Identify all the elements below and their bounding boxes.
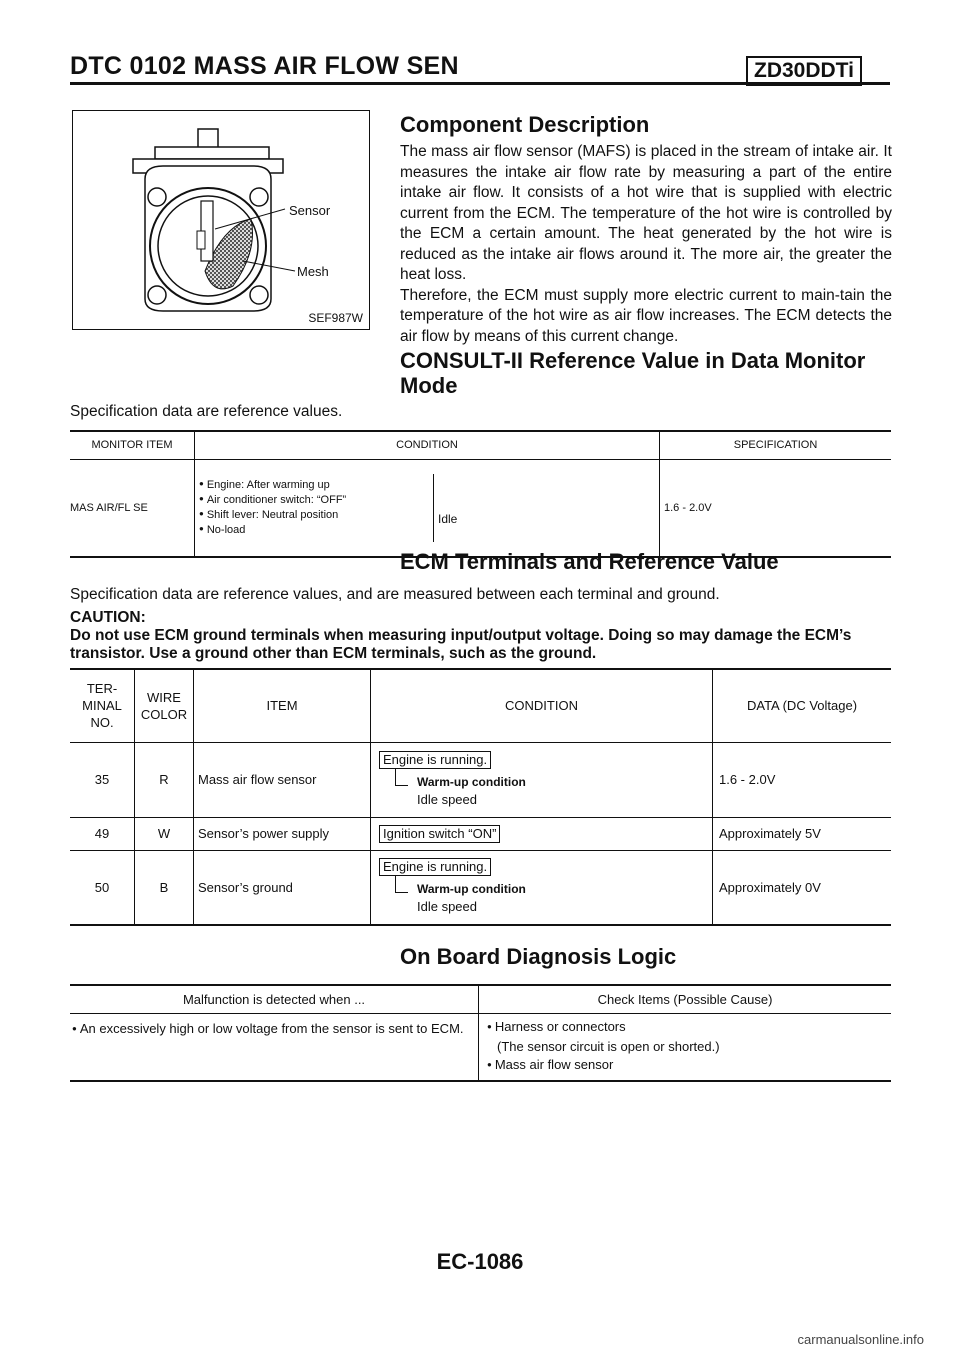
col-wire-color: WIRE COLOR	[135, 669, 194, 742]
table-row	[70, 850, 891, 925]
condition-bold: Warm-up condition	[417, 882, 526, 897]
condition-state: Idle	[438, 511, 458, 526]
consult-heading: CONSULT-II Reference Value in Data Monitor Mode	[400, 348, 866, 398]
obd-logic-heading: On Board Diagnosis Logic	[400, 944, 677, 969]
terminal-cell: 50	[94, 879, 110, 895]
col-item: ITEM	[194, 669, 371, 742]
terminal-cell: 35	[94, 772, 110, 787]
engine-code-badge: ZD30DDTi	[746, 56, 862, 86]
item-cell: Mass air flow sensor	[194, 742, 371, 817]
condition-item: ● Shift lever: Neutral position	[199, 508, 429, 523]
monitor-item-cell: MAS AIR/FL SE	[70, 501, 148, 514]
col-data: DATA (DC Voltage)	[713, 669, 892, 742]
col-specification: SPECIFICATION	[660, 431, 892, 459]
malfunction-item: ● An excessively high or low voltage from the sensor is sent to ECM.	[72, 1020, 470, 1039]
condition-detail	[379, 773, 704, 809]
tree-connector	[395, 769, 408, 786]
check-item: ● Mass air flow sensor	[487, 1056, 883, 1076]
component-description-heading: Component Description	[400, 112, 650, 137]
col-terminal-no: TER- MINAL NO.	[82, 681, 122, 731]
component-description-text	[400, 142, 892, 347]
data-cell: Approximately 0V	[713, 850, 892, 925]
malfunction-cell	[70, 1013, 479, 1081]
condition-cell	[371, 850, 713, 925]
data-cell: Approximately 5V	[713, 817, 892, 850]
condition-item: ● Engine: After warming up	[199, 478, 429, 493]
mass-air-flow-sensor-figure	[72, 110, 370, 330]
ecm-terminals-heading: ECM Terminals and Reference Value	[400, 549, 779, 574]
condition-box: Ignition switch “ON”	[379, 825, 500, 843]
caution-title: CAUTION:	[70, 609, 146, 626]
ecm-terminal-table	[70, 668, 891, 926]
obd-logic-table	[70, 984, 891, 1082]
condition-list	[195, 474, 434, 542]
page-header-title: DTC 0102 MASS AIR FLOW SEN	[70, 52, 459, 80]
component-paragraph-2: Therefore, the ECM must supply more electric current to main-tain the temperature of the hot wire as air flow increases. The ECM detects the air flow by means of this current change.	[400, 286, 892, 345]
condition-bold: Warm-up condition	[417, 774, 526, 789]
check-item-note: (The sensor circuit is open or shorted.)	[497, 1038, 720, 1054]
condition-sub: Idle speed	[417, 791, 477, 807]
check-item: ● Harness or connectors	[487, 1018, 883, 1038]
tree-connector	[395, 876, 408, 893]
data-cell: 1.6 - 2.0V	[713, 742, 892, 817]
page-number: EC-1086	[436, 1249, 524, 1274]
col-monitor-item: MONITOR ITEM	[91, 439, 173, 452]
ecm-note: Specification data are reference values, and are measured between each terminal and ground.	[70, 586, 720, 603]
condition-cell	[371, 817, 713, 850]
watermark: carmanualsonline.info	[797, 1332, 924, 1347]
check-items-cell	[479, 1013, 892, 1081]
consult-note: Specification data are reference values.	[70, 403, 343, 420]
condition-detail	[379, 880, 704, 916]
item-cell: Sensor’s power supply	[194, 817, 371, 850]
col-condition: CONDITION	[195, 431, 660, 459]
terminal-cell: 49	[94, 826, 110, 841]
specification-cell: 1.6 - 2.0V	[660, 459, 892, 557]
item-cell: Sensor’s ground	[194, 850, 371, 925]
sensor-illustration	[73, 111, 369, 329]
condition-box: Engine is running.	[379, 751, 491, 769]
wire-cell: W	[135, 817, 194, 850]
caution-text: Do not use ECM ground terminals when measuring input/output voltage. Doing so may damage the ECM’s transistor. Use a ground other than ECM terminals, such as the ground.	[70, 627, 852, 662]
component-paragraph-1: The mass air flow sensor (MAFS) is placed in the stream of intake air. It measures the intake air flow rate by measuring a part of the entire intake air flow. It consists of a hot wire that is supplied with electric current from the ECM. The temperature of the hot wire is controlled by the ECM a certain amount. The heat generated by the hot wire is reduced as the intake air flows around it. The more air, the greater the heat loss.	[400, 143, 892, 283]
wire-cell: B	[135, 850, 194, 925]
condition-item: ● Air conditioner switch: “OFF”	[199, 493, 429, 508]
condition-cell	[195, 459, 660, 557]
condition-box: Engine is running.	[379, 858, 491, 876]
col-check-items: Check Items (Possible Cause)	[479, 985, 892, 1013]
condition-sub: Idle speed	[417, 899, 477, 915]
condition-item: ● No-load	[199, 523, 429, 538]
figure-code: SEF987W	[308, 311, 363, 325]
header-rule	[70, 82, 890, 85]
table-row	[70, 817, 891, 850]
sensor-callout-label: Sensor	[289, 203, 331, 218]
col-condition: CONDITION	[371, 669, 713, 742]
consult-table	[70, 430, 891, 558]
table-row	[70, 742, 891, 817]
mesh-callout-label: Mesh	[297, 264, 329, 279]
condition-cell	[371, 742, 713, 817]
col-malfunction: Malfunction is detected when ...	[182, 991, 366, 1007]
wire-cell: R	[135, 742, 194, 817]
